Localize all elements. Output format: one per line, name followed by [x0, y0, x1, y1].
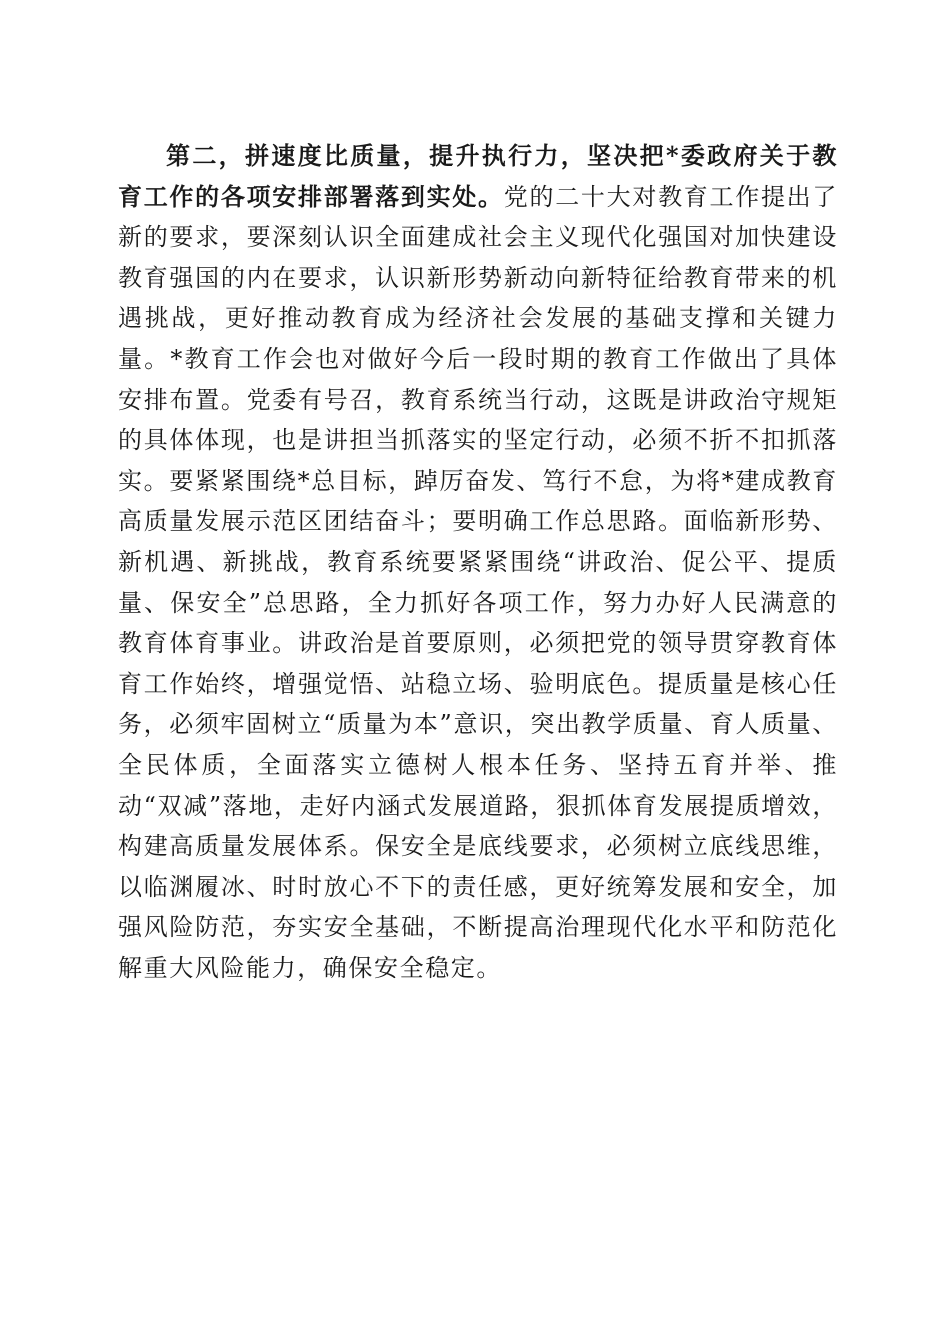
- body-paragraph: [118, 136, 838, 988]
- paragraph-lead-sentence: 第二，拼速度比质量，提升执行力，坚决把*委政府关于教育工作的各项安排部署落到实处。: [118, 141, 838, 211]
- paragraph-body-text: 党的二十大对教育工作提出了新的要求，要深刻认识全面建成社会主义现代化强国对加快建设教育强国的内在要求，认识新形势新动向新特征给教育带来的机遇挑战，更好推动教育成为经济社会发展的基础支撑和关键力量。*教育工作会也对做好今后一段时期的教育工作做出了具体安排布置。党委有号召，教育系统当行动，这既是讲政治守规矩的具体体现，也是讲担当抓落实的坚定行动，必须不折不扣抓落实。要紧紧围绕*总目标，踔厉奋发、笃行不怠，为将*建成教育高质量发展示范区团结奋斗；要明确工作总思路。面临新形势、新机遇、新挑战，教育系统要紧紧围绕“讲政治、促公平、提质量、保安全”总思路，全力抓好各项工作，努力办好人民满意的教育体育事业。讲政治是首要原则，必须把党的领导贯穿教育体育工作始终，增强觉悟、站稳立场、验明底色。提质量是核心任务，必须牢固树立“质量为本”意识，突出教学质量、育人质量、全民体质，全面落实立德树人根本任务、坚持五育并举、推动“双减”落地，走好内涵式发展道路，狠抓体育发展提质增效，构建高质量发展体系。保安全是底线要求，必须树立底线思维，以临渊履冰、时时放心不下的责任感，更好统筹发展和安全，加强风险防范，夯实安全基础，不断提高治理现代化水平和防范化解重大风险能力，确保安全稳定。: [118, 182, 838, 982]
